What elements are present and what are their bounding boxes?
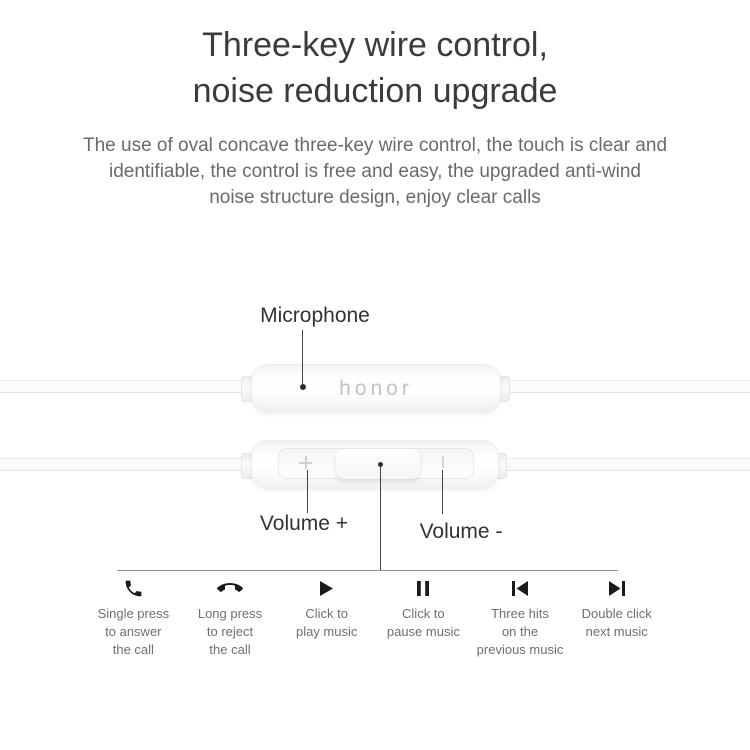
legend-caption: Click to play music	[295, 606, 358, 639]
legend-item-answer-call	[85, 576, 182, 659]
center-button-dot	[378, 462, 383, 467]
volume-control-capsule	[251, 440, 499, 489]
microphone-capsule	[251, 364, 501, 413]
page-title	[0, 22, 750, 114]
volume-down-leader-line	[442, 470, 443, 514]
function-legend	[85, 576, 665, 659]
volume-plus-mark-vertical	[305, 456, 307, 469]
play-icon	[278, 576, 375, 600]
title-line-1: Three-key wire control,	[202, 26, 548, 64]
legend-caption: Single press to answer the call	[97, 606, 170, 657]
legend-divider-line	[117, 570, 618, 571]
legend-item-reject-call	[182, 576, 279, 659]
description-line-2: identifiable, the control is free and easy, the upgraded anti-wind	[109, 161, 641, 182]
description-line-1: The use of oval concave three-key wire control, the touch is clear and	[82, 135, 668, 156]
honor-logo: honor	[339, 377, 413, 400]
volume-up-label: Volume +	[259, 512, 349, 535]
feature-description	[0, 133, 750, 211]
phone-answer-icon	[85, 576, 182, 600]
legend-caption: Long press to reject the call	[197, 606, 263, 657]
center-button-leader-line	[380, 467, 381, 571]
volume-minus-mark	[442, 456, 444, 468]
microphone-leader-line	[302, 330, 303, 385]
volume-up-leader-line	[307, 470, 308, 513]
legend-item-pause	[375, 576, 472, 659]
next-track-icon	[568, 576, 665, 600]
pause-icon	[375, 576, 472, 600]
phone-reject-icon	[182, 576, 279, 600]
title-line-2: noise reduction upgrade	[192, 72, 558, 110]
previous-track-icon	[472, 576, 569, 600]
legend-item-previous	[472, 576, 569, 659]
microphone-label: Microphone	[260, 304, 370, 327]
legend-item-play	[278, 576, 375, 659]
legend-caption: Click to pause music	[386, 606, 460, 639]
description-line-3: noise structure design, enjoy clear calls	[209, 187, 541, 208]
volume-down-label: Volume -	[419, 520, 503, 543]
legend-caption: Double click next music	[581, 606, 652, 639]
legend-item-next	[568, 576, 665, 659]
legend-caption: Three hits on the previous music	[476, 606, 564, 657]
microphone-dot	[300, 384, 306, 390]
